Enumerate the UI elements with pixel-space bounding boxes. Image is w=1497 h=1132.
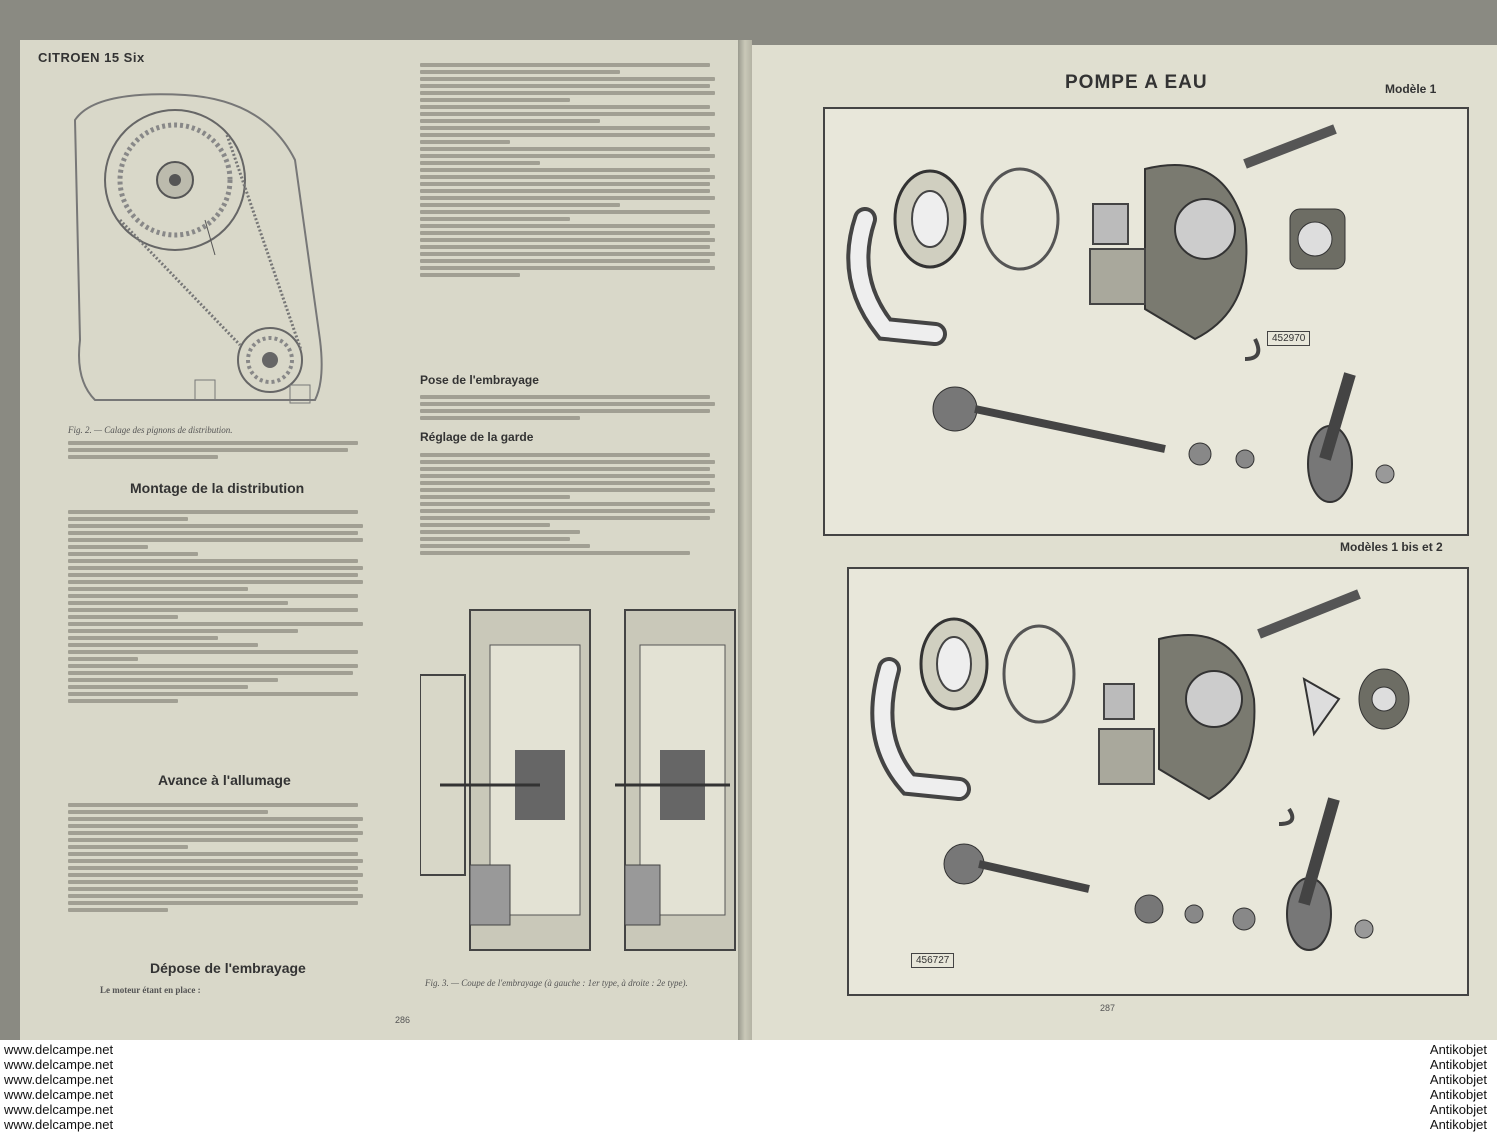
figure-2-caption: Fig. 2. — Calage des pignons de distribution. [68,425,233,435]
watermark-left-line: www.delcampe.net [4,1087,114,1102]
figure-model-1 [823,107,1469,536]
water-pump-exploded-model-1 [825,109,1467,534]
figure-2-note [68,438,368,462]
model-1-label: Modèle 1 [1385,82,1437,96]
page-title: POMPE A EAU [1065,72,1208,93]
watermark-left-line: www.delcampe.net [4,1117,114,1132]
watermark-left-line: www.delcampe.net [4,1042,114,1057]
clutch-section-diagram [420,605,740,965]
timing-chain-diagram [55,80,385,410]
watermark-left-line: www.delcampe.net [4,1102,114,1117]
depose-intro: Le moteur étant en place : [100,985,201,995]
page-header: CITROEN 15 Six [38,50,145,65]
distribution-text [68,507,368,706]
watermark-left-line: www.delcampe.net [4,1072,114,1087]
heading-distribution: Montage de la distribution [130,480,305,496]
watermark-right-line: Antikobjet [1429,1087,1487,1102]
page-number-left: 286 [395,1015,411,1025]
figure-model-1bis2 [847,567,1469,996]
allumage-text [68,800,368,915]
model-1bis2-label: Modèles 1 bis et 2 [1340,540,1443,554]
watermark-right-line: Antikobjet [1429,1072,1487,1087]
garde-text [420,450,720,558]
book-gutter [738,40,752,1040]
pose-text [420,392,720,423]
heading-embrayage-depose: Dépose de l'embrayage [150,960,306,976]
watermark-left-line: www.delcampe.net [4,1057,114,1072]
part-ref-model-1bis2: 456727 [911,953,954,968]
embrayage-text [420,60,720,280]
heading-garde: Réglage de la garde [420,430,534,444]
watermark-right-line: Antikobjet [1429,1117,1487,1132]
watermark-right-line: Antikobjet [1429,1057,1487,1072]
heading-allumage: Avance à l'allumage [158,772,291,788]
heading-embrayage-pose: Pose de l'embrayage [420,373,539,387]
watermark-left [4,1042,113,1132]
figure-3-caption: Fig. 3. — Coupe de l'embrayage (à gauche : 1er type, à droite : 2e type). [425,978,688,988]
page-number-right: 287 [1100,1003,1116,1013]
watermark-right [1430,1042,1487,1132]
watermark-right-line: Antikobjet [1429,1042,1487,1057]
watermark-right-line: Antikobjet [1429,1102,1487,1117]
part-ref-model-1: 452970 [1267,331,1310,346]
water-pump-exploded-model-1bis2 [849,569,1467,994]
